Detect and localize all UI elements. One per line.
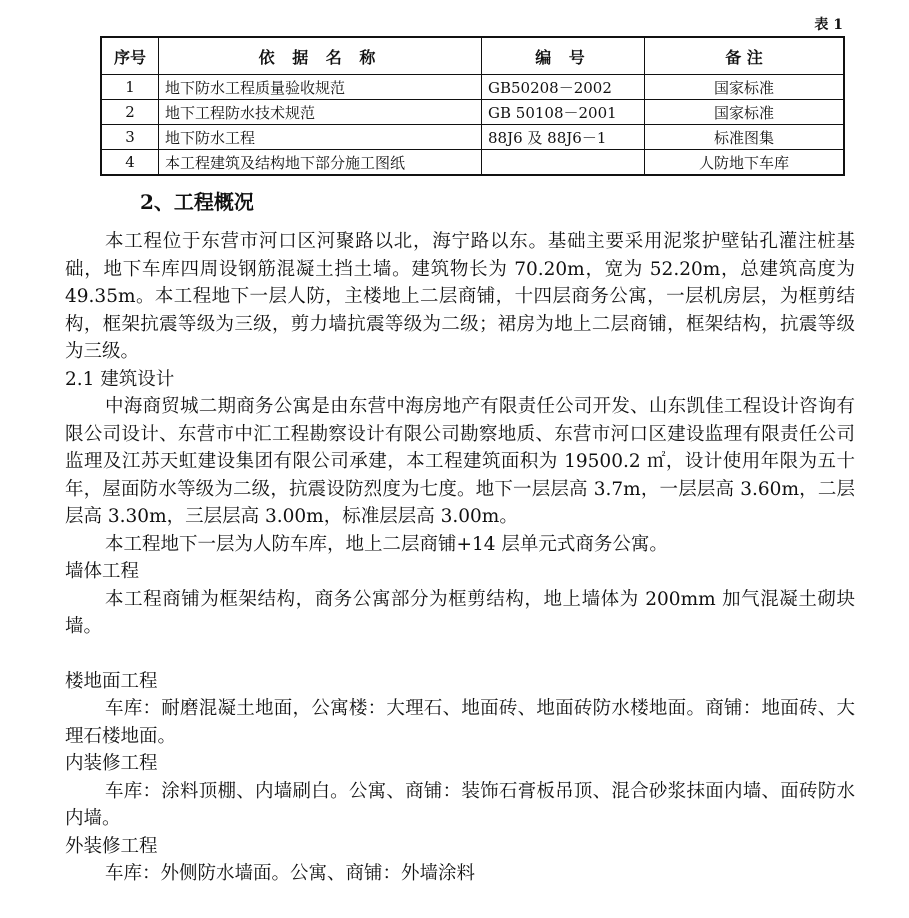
floor-heading: 楼地面工程 [65,670,158,692]
wall-paragraph: 本工程商铺为框架结构，商务公寓部分为框剪结构，地上墙体为 200mm 加气混凝土砌块墙。 [65,588,855,637]
interior-paragraph: 车库：涂料顶棚、内墙刷白。公寓、商铺：装饰石膏板吊顶、混合砂浆抹面内墙、面砖防水内墙。 [65,780,855,829]
header-remark: 备 注 [645,37,845,75]
table-header-row [101,37,844,75]
cell-seq: 2 [101,100,159,125]
cell-name: 地下防水工程质量验收规范 [159,75,482,100]
cell-seq: 1 [101,75,159,100]
table-row [101,75,844,100]
table-row [101,125,844,150]
reference-table [100,36,845,176]
subsection-heading: 2.1 建筑设计 [65,368,175,390]
interior-heading: 内装修工程 [65,753,158,774]
cell-name: 地下工程防水技术规范 [159,100,482,125]
table-row [101,150,844,176]
cell-code [482,150,645,176]
document-body [65,228,855,888]
cell-seq: 4 [101,150,159,176]
design-paragraph: 中海商贸城二期商务公寓是由东营中海房地产有限责任公司开发、山东凯佳工程设计咨询有限公司设计、东营市中汇工程勘察设计有限公司勘察地质、东营市河口区建设监理有限责任公司监理及江苏天虹建设集团有限公司承建，本工程建筑面积为 19500.2 ㎡，设计使用年限为五十年，屋面防水等级为二级，抗震设防烈度为七度。地下一层层高 3.7m，一层层高 3.60m，二层层高 3.30m，三层层高 3.00m，标准层层高 3.00m。 [65,396,855,527]
cell-code: 88J6 及 88J6－1 [482,125,645,150]
cell-seq: 3 [101,125,159,150]
cell-name: 本工程建筑及结构地下部分施工图纸 [159,150,482,176]
floor-paragraph: 车库：耐磨混凝土地面，公寓楼：大理石、地面砖、地面砖防水楼地面。商铺：地面砖、大理石楼地面。 [65,698,855,747]
cell-remark: 国家标准 [645,100,845,125]
intro-paragraph: 本工程位于东营市河口区河聚路以北，海宁路以东。基础主要采用泥浆护壁钻孔灌注桩基础，地下车库四周设钢筋混凝土挡土墙。建筑物长为 70.20m，宽为 52.20m，总建筑高度为 49.35m。本工程地下一层人防，主楼地上二层商铺，十四层商务公寓，一层机房层，为框剪结构，框架抗震等级为三级，剪力墙抗震等级为二级；裙房为地上二层商铺，框架结构，抗震等级为三级。 [65,231,855,362]
exterior-paragraph: 车库：外侧防水墙面。公寓、商铺：外墙涂料 [105,863,476,884]
header-seq: 序号 [101,37,159,75]
exterior-heading: 外装修工程 [65,835,158,857]
wall-heading: 墙体工程 [65,561,140,582]
design-paragraph-2: 本工程地下一层为人防车库，地上二层商铺+14 层单元式商务公寓。 [105,533,668,555]
cell-code: GB50208－2002 [482,75,645,100]
table-number: 表 1 [814,17,843,33]
cell-code: GB 50108－2001 [482,100,645,125]
cell-remark: 标准图集 [645,125,845,150]
cell-remark: 国家标准 [645,75,845,100]
blank-line [65,641,855,668]
header-name: 依 据 名 称 [159,37,482,75]
cell-name: 地下防水工程 [159,125,482,150]
section-title: 2、工程概况 [140,190,254,214]
header-code: 编 号 [482,37,645,75]
table-row [101,100,844,125]
cell-remark: 人防地下车库 [645,150,845,176]
